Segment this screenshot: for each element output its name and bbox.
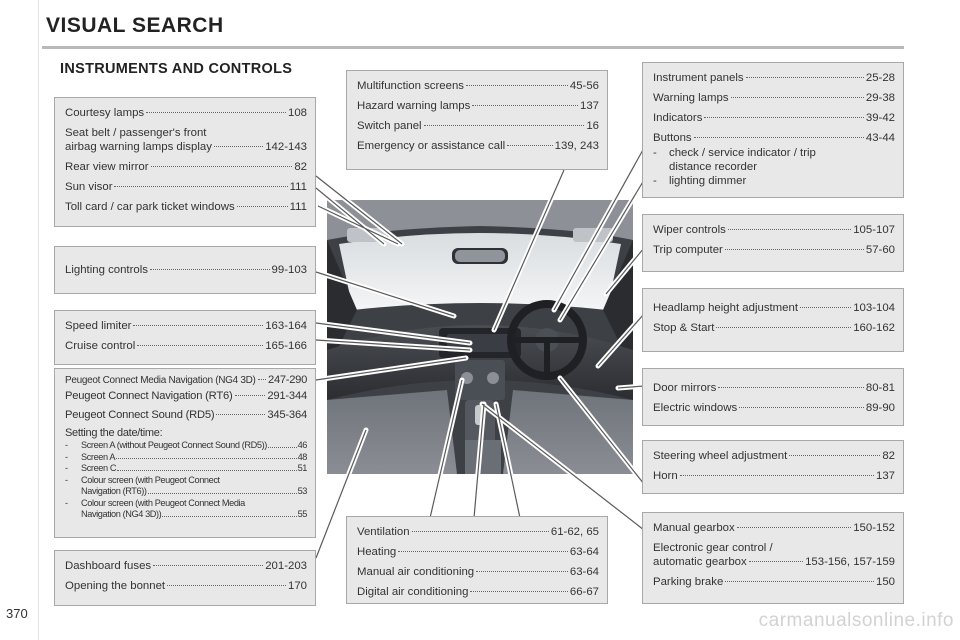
index-entry: Manual air conditioning 63-64: [357, 566, 599, 578]
index-subentry: - Colour screen (with Peugeot Connect Media Navigation (NG4 3D)) 55: [65, 497, 307, 519]
box-steering-wheel: [642, 440, 904, 494]
watermark: carmanualsonline.info: [758, 610, 954, 631]
index-subentry: - check / service indicator / trip distance recorder: [653, 147, 816, 173]
page-number: 370: [6, 606, 28, 621]
index-entry: Courtesy lamps 108: [65, 107, 307, 119]
index-entry: Switch panel 16: [357, 120, 599, 132]
index-entry: Peugeot Connect Media Navigation (NG4 3D) 247-290: [65, 374, 307, 386]
page-margin-bar: [0, 0, 39, 640]
section-title: INSTRUMENTS AND CONTROLS: [60, 61, 293, 77]
index-entry: Electronic gear control / automatic gearbox 153-156, 157-159: [653, 542, 895, 568]
index-entry: Lighting controls 99-103: [65, 264, 307, 276]
box-instrument-panels: [642, 62, 904, 198]
box-door-mirrors: [642, 368, 904, 426]
box-ventilation: [346, 516, 608, 604]
index-entry: Dashboard fuses 201-203: [65, 560, 307, 572]
index-subentry: - Screen A 48: [65, 452, 307, 463]
index-entry: Steering wheel adjustment 82: [653, 450, 895, 462]
index-entry: Ventilation 61-62, 65: [357, 526, 599, 538]
index-entry: Multifunction screens 45-56: [357, 80, 599, 92]
date-time-heading: Setting the date/time:: [65, 427, 163, 439]
index-entry: Heating 63-64: [357, 546, 599, 558]
index-entry: Toll card / car park ticket windows 111: [65, 201, 307, 213]
index-subentry: - lighting dimmer: [653, 175, 747, 187]
index-entry: Electric windows 89-90: [653, 402, 895, 414]
title-divider: [42, 46, 904, 49]
index-entry: Wiper controls 105-107: [653, 224, 895, 236]
box-lighting-controls: [54, 246, 316, 294]
index-entry: Digital air conditioning 66-67: [357, 586, 599, 598]
index-entry: Stop & Start 160-162: [653, 322, 895, 334]
dashboard-illustration: [327, 200, 633, 474]
index-entry: Trip computer 57-60: [653, 244, 895, 256]
index-entry: Hazard warning lamps 137: [357, 100, 599, 112]
index-entry: Buttons 43-44: [653, 132, 895, 144]
index-entry: Opening the bonnet 170: [65, 580, 307, 592]
box-multifunction-screens: [346, 70, 608, 170]
index-entry: Peugeot Connect Navigation (RT6) 291-344: [65, 390, 307, 402]
index-entry: Speed limiter 163-164: [65, 320, 307, 332]
box-courtesy-lamps: [54, 97, 316, 227]
index-entry: Rear view mirror 82: [65, 161, 307, 173]
index-entry: Emergency or assistance call 139, 243: [357, 140, 599, 152]
index-entry: Warning lamps 29-38: [653, 92, 895, 104]
index-entry: Cruise control 165-166: [65, 340, 307, 352]
index-entry: Indicators 39-42: [653, 112, 895, 124]
index-entry: Horn 137: [653, 470, 895, 482]
index-entry: Sun visor 111: [65, 181, 307, 193]
index-entry: Door mirrors 80-81: [653, 382, 895, 394]
index-entry: Manual gearbox 150-152: [653, 522, 895, 534]
box-manual-gearbox: [642, 512, 904, 604]
index-subentry: - Colour screen (with Peugeot Connect Navigation (RT6)) 53: [65, 474, 307, 496]
index-entry: Parking brake 150: [653, 576, 895, 588]
index-entry: Peugeot Connect Sound (RD5) 345-364: [65, 409, 307, 421]
box-dashboard-fuses: [54, 550, 316, 606]
box-wiper-controls: [642, 214, 904, 272]
index-entry: Instrument panels 25-28: [653, 72, 895, 84]
box-headlamp-height: [642, 288, 904, 352]
index-entry: Headlamp height adjustment 103-104: [653, 302, 895, 314]
index-subentry: - Screen C 51: [65, 463, 307, 474]
box-speed-limiter: [54, 310, 316, 365]
page-title: VISUAL SEARCH: [46, 14, 224, 37]
index-entry: Seat belt / passenger's front airbag warning lamps display 142-143: [65, 127, 307, 153]
index-subentry: - Screen A (without Peugeot Connect Sound (RD5)) 46: [65, 440, 307, 451]
box-peugeot-connect: [54, 368, 316, 538]
